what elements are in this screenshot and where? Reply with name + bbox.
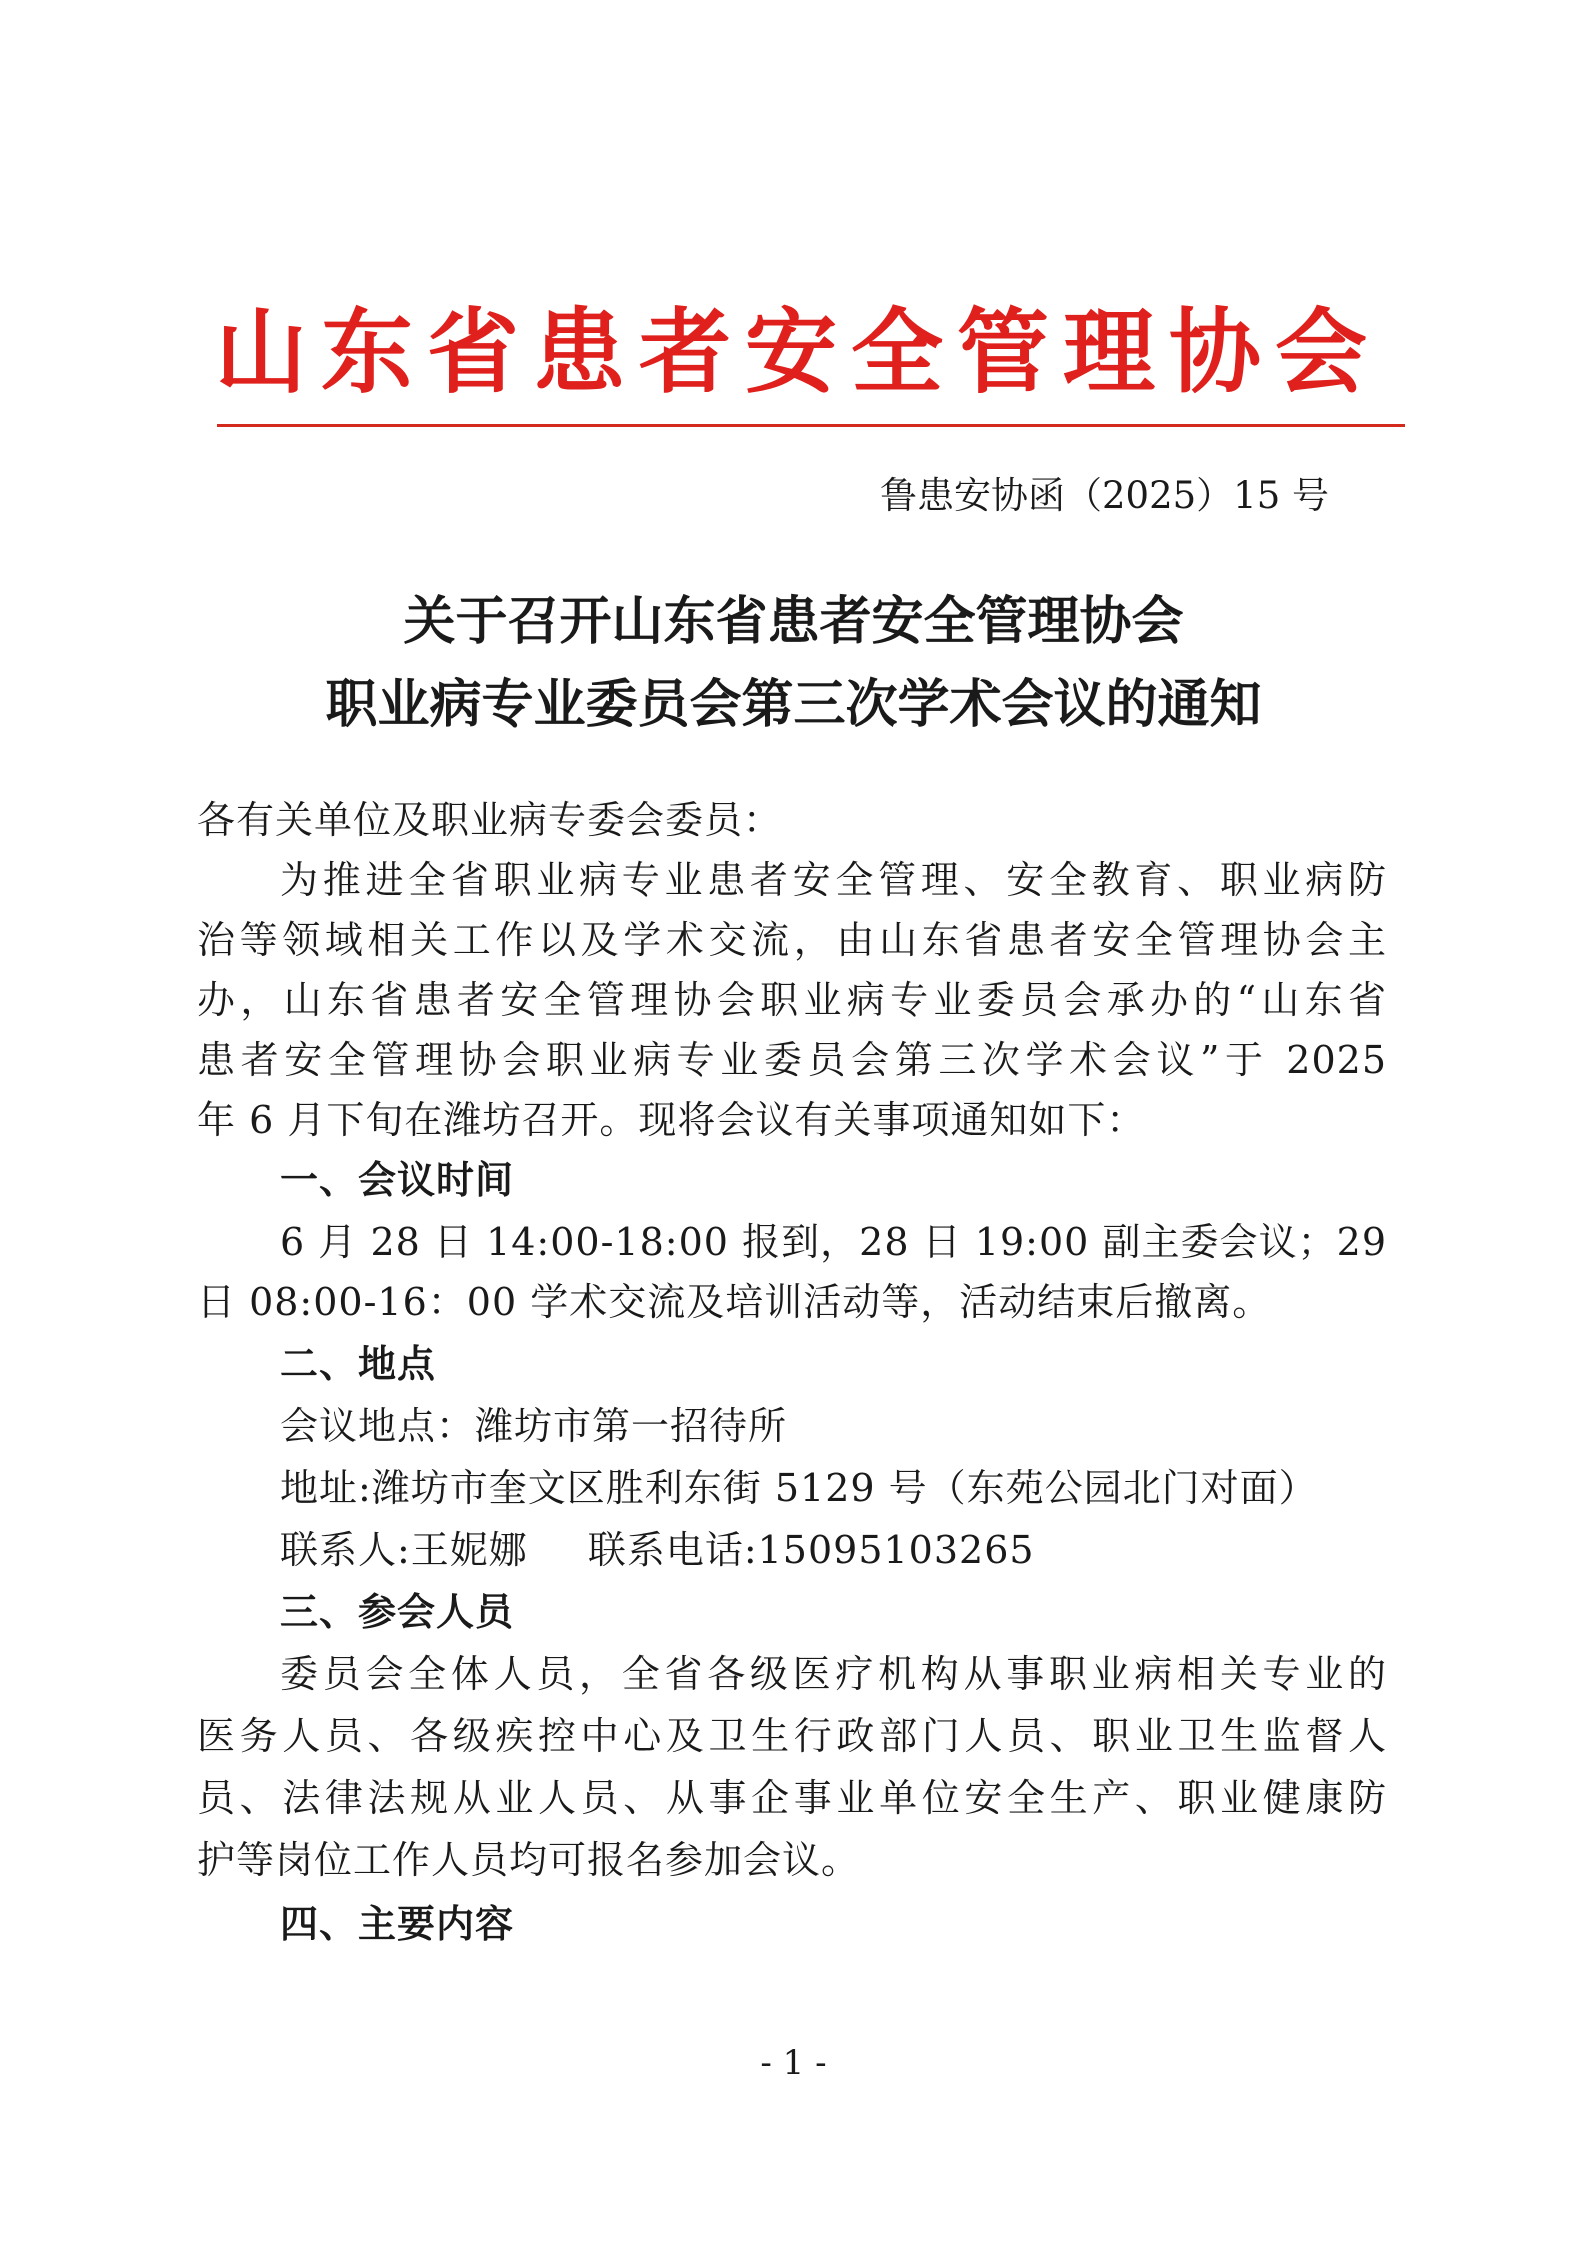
address-line: 地址:潍坊市奎文区胜利东街 5129 号（东苑公园北门对面） [280, 1466, 1318, 1510]
intro-line-4: 患者安全管理协会职业病专业委员会第三次学术会议”于 2025 [197, 1038, 1387, 1082]
contact-line [280, 1520, 1387, 1580]
contact-phone: 联系电话:15095103265 [587, 1528, 1035, 1572]
letterhead-title: 山东省患者安全管理协会 [215, 298, 1382, 406]
attendees-line-1: 委员会全体人员，全省各级医疗机构从事职业病相关专业的 [280, 1652, 1387, 1696]
letterhead-divider [217, 424, 1405, 427]
notice-title-line-2: 职业病专业委员会第三次学术会议的通知 [325, 675, 1262, 735]
attendees-line-3: 员、法律法规从业人员、从事企事业单位安全生产、职业健康防 [197, 1776, 1387, 1820]
time-line-1: 6 月 28 日 14:00-18:00 报到，28 日 19:00 副主委会议；29 [280, 1220, 1387, 1264]
contact-person: 联系人:王妮娜 [280, 1528, 528, 1572]
page-number: - 1 - [760, 2043, 827, 2083]
document-number: 鲁患安协函（2025）15 号 [880, 474, 1330, 517]
attendees-line-4: 护等岗位工作人员均可报名参加会议。 [197, 1838, 861, 1882]
notice-title-line-1: 关于召开山东省患者安全管理协会 [403, 592, 1184, 652]
attendees-line-2: 医务人员、各级疾控中心及卫生行政部门人员、职业卫生监督人 [197, 1714, 1387, 1758]
salutation: 各有关单位及职业病专委会委员： [197, 798, 783, 842]
section-heading-time: 一、会议时间 [280, 1158, 515, 1202]
intro-line-3: 办，山东省患者安全管理协会职业病专业委员会承办的“山东省 [197, 978, 1387, 1022]
intro-line-5: 年 6 月下旬在潍坊召开。现将会议有关事项通知如下： [197, 1098, 1146, 1142]
section-heading-attendees: 三、参会人员 [280, 1590, 515, 1634]
time-line-2: 日 08:00-16：00 学术交流及培训活动等，活动结束后撤离。 [197, 1280, 1272, 1324]
intro-line-2: 治等领域相关工作以及学术交流，由山东省患者安全管理协会主 [197, 918, 1387, 962]
section-heading-location: 二、地点 [280, 1342, 437, 1386]
section-heading-content: 四、主要内容 [280, 1902, 515, 1946]
venue-line: 会议地点：潍坊市第一招待所 [280, 1404, 788, 1448]
intro-line-1: 为推进全省职业病专业患者安全管理、安全教育、职业病防 [280, 858, 1387, 902]
